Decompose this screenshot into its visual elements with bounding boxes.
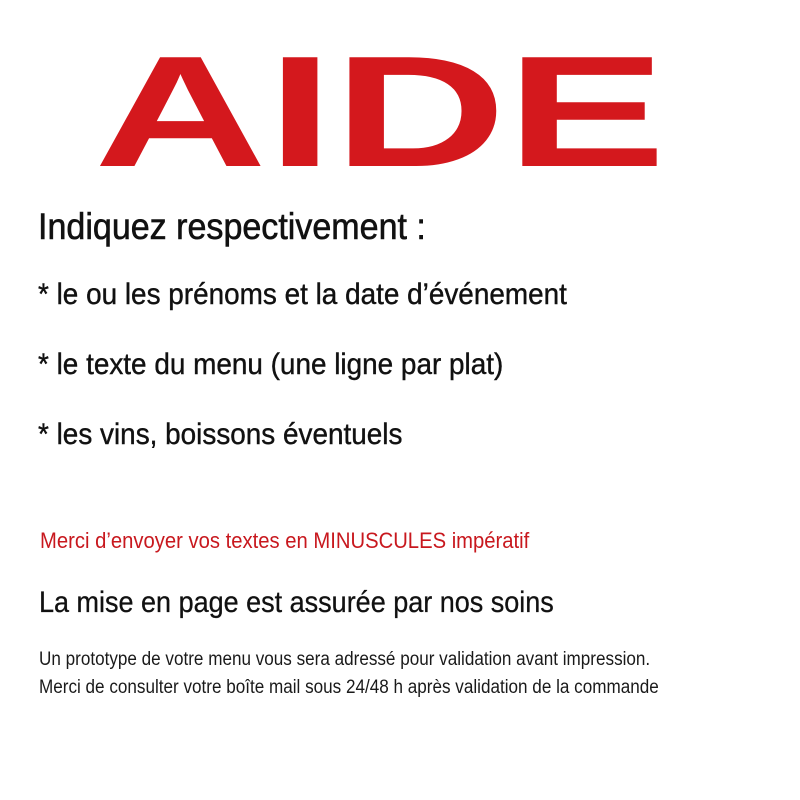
- info-line-email: Merci de consulter votre boîte mail sous 24/48 h après validation de la commande: [39, 677, 659, 698]
- info-block: [39, 646, 659, 702]
- instructions-list: [38, 280, 607, 490]
- title-svg: [0, 38, 800, 178]
- title-banner: [0, 38, 800, 178]
- layout-note: La mise en page est assurée par nos soins: [39, 586, 554, 619]
- lowercase-warning: Merci d’envoyer vos textes en MINUSCULES impératif: [40, 528, 530, 553]
- instructions-heading: Indiquez respectivement :: [38, 206, 426, 247]
- list-item-wines-drinks: * les vins, boissons éventuels: [38, 418, 403, 451]
- list-item-first-names-date: * le ou les prénoms et la date d’événement: [38, 278, 567, 311]
- list-item-menu-text: * le texte du menu (une ligne par plat): [38, 348, 504, 381]
- info-line-prototype: Un prototype de votre menu vous sera adressé pour validation avant impression.: [39, 649, 651, 670]
- page-title: AIDE: [94, 38, 666, 178]
